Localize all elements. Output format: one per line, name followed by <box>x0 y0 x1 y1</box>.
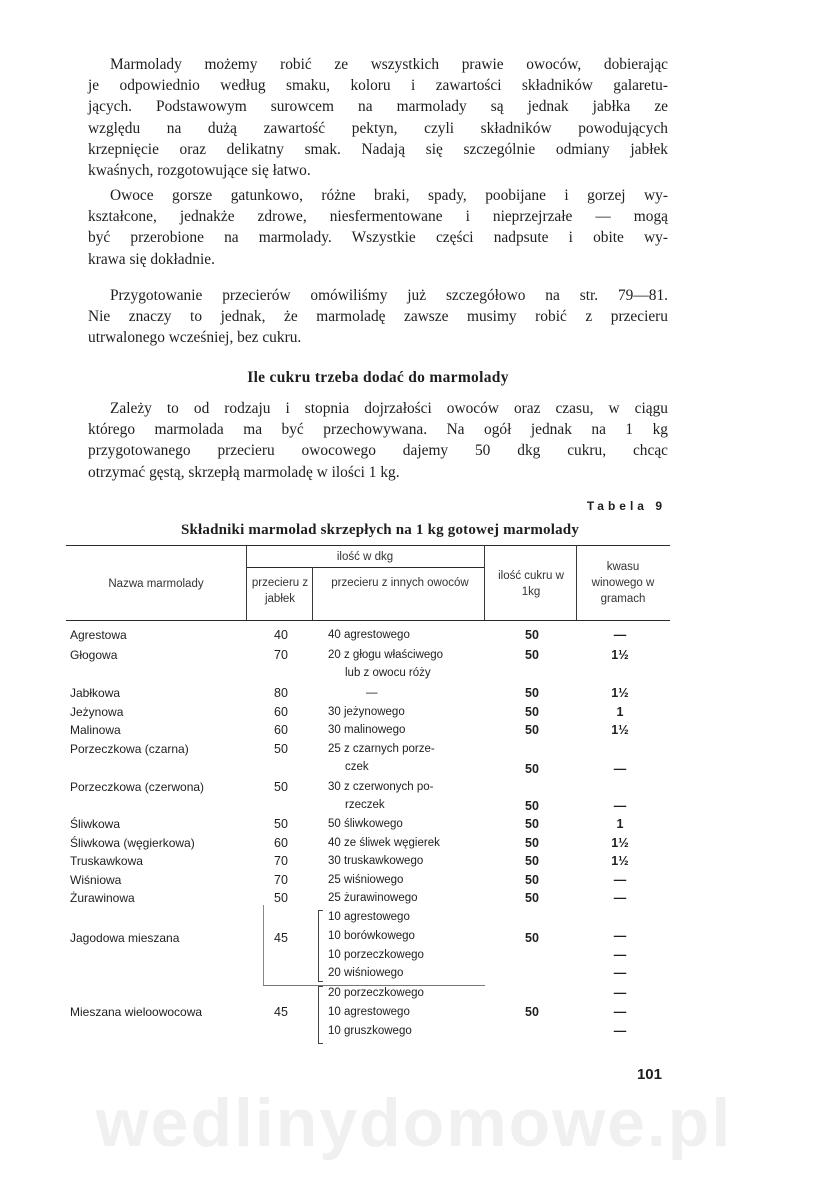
text-line: przygotowanego przecieru owocowego dajemy 50 dkg cukru, chcąc <box>88 442 668 460</box>
row-acid: — <box>613 762 627 776</box>
row-acid: — <box>613 628 627 642</box>
page-number: 101 <box>636 1066 662 1083</box>
row-apple: 70 <box>274 854 288 868</box>
row-sugar: 50 <box>525 836 539 850</box>
header-name: Nazwa marmolady <box>108 578 204 590</box>
table-col-divider <box>484 545 485 620</box>
row-other-continued: rzeczek <box>345 799 385 811</box>
row-name: Truskawkowa <box>70 854 143 868</box>
table-body-divider <box>263 905 264 985</box>
row-component: 10 agrestowego <box>328 1006 410 1018</box>
row-acid: 1 <box>616 817 624 831</box>
row-other: 25 żurawinowego <box>328 892 418 904</box>
row-apple: 50 <box>274 780 288 794</box>
text-line: je odpowiednio według smaku, koloru i zawartości składników galaretu- <box>88 77 668 95</box>
row-component: 20 porzeczkowego <box>328 987 424 999</box>
row-sugar: 50 <box>525 891 539 905</box>
row-component: 10 porzeczkowego <box>328 949 424 961</box>
text-line: Owoce gorsze gatunkowo, różne braki, spady, poobijane i gorzej wy- <box>110 187 668 204</box>
row-sugar: 50 <box>525 705 539 719</box>
row-sugar: 50 <box>525 628 539 642</box>
row-acid: — <box>613 891 627 905</box>
text-line: względu na dużą zawartość pektyn, czyli składników powodujących <box>88 119 668 137</box>
text-line: utrwalonego wcześniej, bez cukru. <box>88 329 302 347</box>
header-apple: przecieru z jabłek <box>251 577 309 605</box>
text-line: Nie znaczy to jednak, że marmoladę zawsze musimy robić z przecieru <box>88 308 668 326</box>
row-acid: 1½ <box>611 836 629 850</box>
row-sugar: 50 <box>525 686 539 700</box>
text-line: którego marmolada ma być przechowywana. Na ogół jednak na 1 kg <box>88 421 668 439</box>
row-name: Śliwkowa (węgierkowa) <box>70 836 195 850</box>
row-name: Wiśniowa <box>70 873 122 887</box>
text-line: kwaśnych, rozgotowujące się łatwo. <box>88 162 311 180</box>
row-acid: 1 <box>616 705 624 719</box>
paragraph-intro <box>88 54 668 181</box>
row-apple: 50 <box>274 891 288 905</box>
row-other: 25 z czarnych porze- <box>328 743 435 755</box>
row-component: 10 agrestowego <box>328 911 410 923</box>
row-other-continued: czek <box>345 761 369 773</box>
row-component: 10 gruszkowego <box>328 1025 412 1037</box>
row-other: 40 ze śliwek węgierek <box>328 837 440 849</box>
row-apple: 40 <box>274 628 288 642</box>
table-title: Składniki marmolad skrzepłych na 1 kg gotowej marmolady <box>180 522 580 538</box>
header-other: przecieru z innych owoców <box>331 577 469 589</box>
row-other: — <box>366 687 378 699</box>
row-apple: 60 <box>274 705 288 719</box>
text-line: otrzymać gęstą, skrzepłą marmoladę w ilości 1 kg. <box>88 463 400 481</box>
row-sugar: 50 <box>525 1005 539 1019</box>
row-name: Mieszana wieloowocowa <box>70 1005 203 1019</box>
text-line: krawa się dokładnie. <box>88 250 215 268</box>
row-other: 25 wiśniowego <box>328 874 404 886</box>
row-component: 10 borówkowego <box>328 930 415 942</box>
row-name: Porzeczkowa (czerwona) <box>70 780 205 794</box>
paragraph-raw-materials <box>88 185 668 270</box>
row-apple: 45 <box>274 931 288 945</box>
row-sugar: 50 <box>525 817 539 831</box>
text-line: krzepnięcie oraz delikatny smak. Nadają się szczególnie odmiany jabłek <box>88 140 668 158</box>
row-acid: 1½ <box>611 723 629 737</box>
row-acid: 1½ <box>611 686 629 700</box>
row-apple: 50 <box>274 817 288 831</box>
row-name: Porzeczkowa (czarna) <box>70 742 189 756</box>
row-acid: — <box>613 873 627 887</box>
row-acid: — <box>613 799 627 813</box>
brace-bracket <box>318 910 323 982</box>
row-acid: — <box>613 966 627 980</box>
row-name: Śliwkowa <box>70 817 121 831</box>
row-acid: — <box>613 1024 627 1038</box>
row-other: 20 z głogu właściwego <box>328 649 444 661</box>
row-other: 30 z czerwonych po- <box>328 781 434 793</box>
row-name: Jeżynowa <box>70 705 124 719</box>
brace-bracket <box>318 986 323 1044</box>
text-line: Przygotowanie przecierów omówiliśmy już szczegółowo na str. 79—81. <box>110 287 668 304</box>
row-sugar: 50 <box>525 648 539 662</box>
text-line: Marmolady możemy robić ze wszystkich prawie owoców, dobierając <box>110 56 668 73</box>
row-apple: 70 <box>274 873 288 887</box>
table-number: Tabela 9 <box>586 499 666 513</box>
row-apple: 60 <box>274 836 288 850</box>
row-acid: 1½ <box>611 648 629 662</box>
row-name: Żurawinowa <box>70 891 135 905</box>
row-apple: 45 <box>274 1005 288 1019</box>
row-acid: — <box>613 929 627 943</box>
row-name: Agrestowa <box>70 628 127 642</box>
row-acid: 1½ <box>611 854 629 868</box>
table-top-rule <box>66 545 670 546</box>
row-sugar: 50 <box>525 873 539 887</box>
table-col-divider <box>312 567 313 620</box>
row-acid: — <box>613 948 627 962</box>
header-sugar: ilość cukru w 1kg <box>498 570 564 598</box>
text-line: kształcone, jednakże zdrowe, niesfermentowane i nieprzejrzałe — mogą <box>88 208 668 226</box>
section-heading: Ile cukru trzeba dodać do marmolady <box>247 369 509 386</box>
table-header-bottom-rule <box>66 620 670 621</box>
table-mixed-rule <box>263 985 485 986</box>
row-apple: 80 <box>274 686 288 700</box>
row-name: Jagodowa mieszana <box>70 931 180 945</box>
header-acid: kwasu winowego w gramach <box>591 561 655 605</box>
row-name: Jabłkowa <box>70 686 121 700</box>
watermark: wedlinydomowe.pl <box>95 1085 733 1161</box>
paragraph-puree <box>88 285 668 349</box>
table-col-divider <box>246 545 247 620</box>
row-other-continued: lub z owocu róży <box>345 667 431 679</box>
text-line: Zależy to od rodzaju i stopnia dojrzałości owoców oraz czasu, w ciągu <box>110 400 668 417</box>
text-line: być przerobione na marmolady. Wszystkie części nadpsute i obite wy- <box>88 229 668 247</box>
row-apple: 50 <box>274 742 288 756</box>
table-col-divider <box>576 545 577 620</box>
row-other: 30 truskawkowego <box>328 855 424 867</box>
row-acid: — <box>613 986 627 1000</box>
row-apple: 60 <box>274 723 288 737</box>
row-other: 30 jeżynowego <box>328 706 405 718</box>
row-sugar: 50 <box>525 723 539 737</box>
row-name: Głogowa <box>70 648 118 662</box>
row-sugar: 50 <box>525 931 539 945</box>
text-line: jących. Podstawowym surowcem na marmolady są jednak jabłka ze <box>88 98 668 116</box>
row-apple: 70 <box>274 648 288 662</box>
header-group-dkg: ilość w dkg <box>336 551 394 563</box>
paragraph-sugar <box>88 398 668 483</box>
row-other: 30 malinowego <box>328 724 406 736</box>
table-subheader-rule <box>246 567 484 568</box>
row-other: 40 agrestowego <box>328 629 410 641</box>
row-component: 20 wiśniowego <box>328 967 404 979</box>
row-other: 50 śliwkowego <box>328 818 403 830</box>
row-acid: — <box>613 1005 627 1019</box>
row-name: Malinowa <box>70 723 121 737</box>
row-sugar: 50 <box>525 762 539 776</box>
row-sugar: 50 <box>525 799 539 813</box>
row-sugar: 50 <box>525 854 539 868</box>
